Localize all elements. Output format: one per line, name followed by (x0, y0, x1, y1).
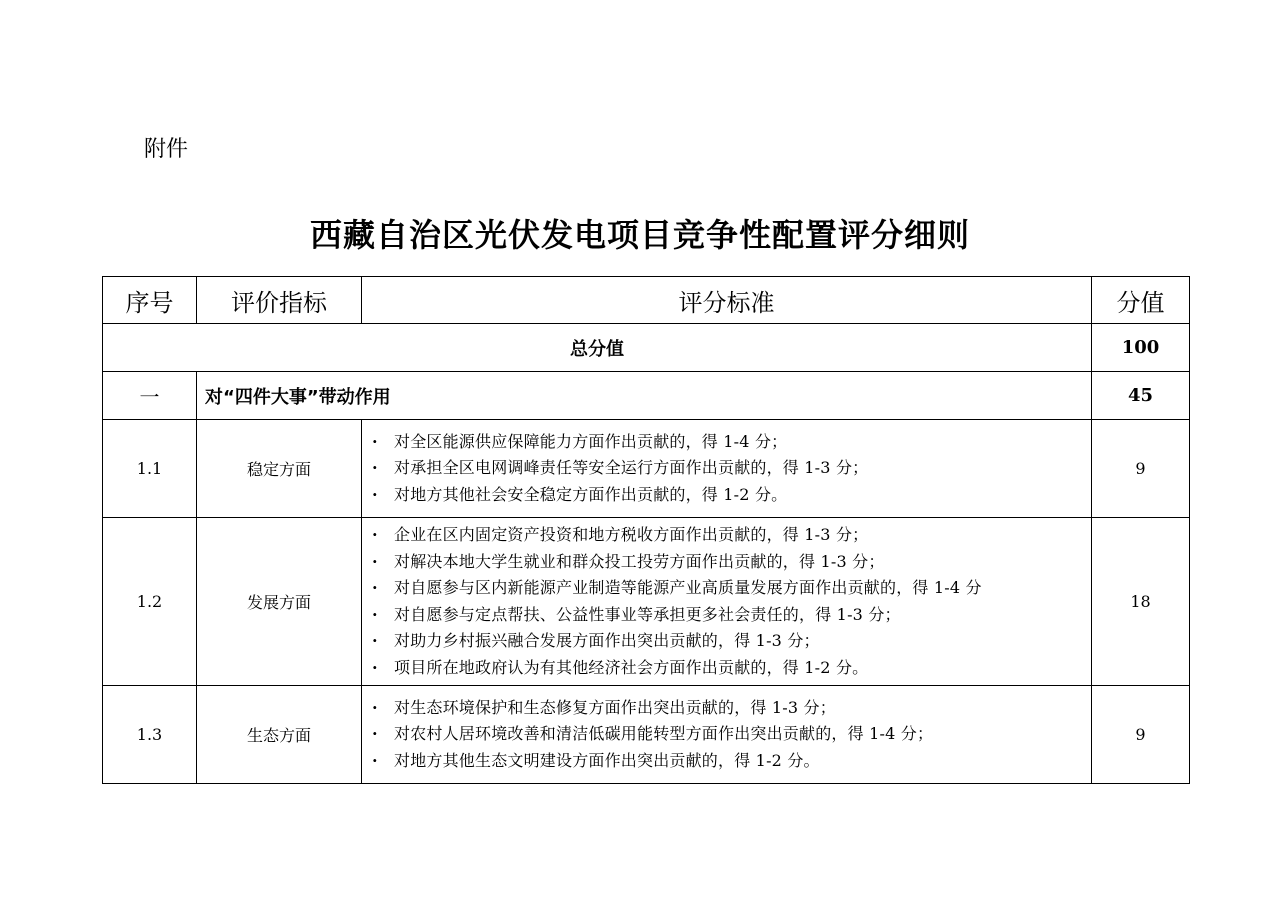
header-no: 序号 (103, 277, 197, 324)
row-criteria (362, 518, 1092, 686)
table-row (103, 686, 1190, 784)
criteria-item: · 对全区能源供应保障能力方面作出贡献的，得 1-4 分； (368, 429, 1091, 456)
criteria-item: · 对助力乡村振兴融合发展方面作出突出贡献的，得 1-3 分； (368, 628, 1091, 655)
section-row (103, 372, 1190, 420)
criteria-item: · 对地方其他生态文明建设方面作出突出贡献的，得 1-2 分。 (368, 748, 1091, 775)
row-criteria (362, 420, 1092, 518)
criteria-item: · 对生态环境保护和生态修复方面作出突出贡献的，得 1-3 分； (368, 695, 1091, 722)
criteria-item: · 对自愿参与定点帮扶、公益性事业等承担更多社会责任的，得 1-3 分； (368, 602, 1091, 629)
section-name: 对“四件大事”带动作用 (197, 372, 1092, 420)
total-row (103, 324, 1190, 372)
row-score: 18 (1092, 518, 1190, 686)
criteria-item: · 对农村人居环境改善和清洁低碳用能转型方面作出突出贡献的，得 1-4 分； (368, 721, 1091, 748)
total-label: 总分值 (103, 324, 1092, 372)
criteria-item: · 对解决本地大学生就业和群众投工投劳方面作出贡献的，得 1-3 分； (368, 549, 1091, 576)
row-indicator: 发展方面 (197, 518, 362, 686)
table-row (103, 420, 1190, 518)
table-header-row (103, 277, 1190, 324)
criteria-item: · 项目所在地政府认为有其他经济社会方面作出贡献的，得 1-2 分。 (368, 655, 1091, 682)
header-criteria: 评分标准 (362, 277, 1092, 324)
row-score: 9 (1092, 686, 1190, 784)
criteria-item: · 对地方其他社会安全稳定方面作出贡献的，得 1-2 分。 (368, 482, 1091, 509)
criteria-item: · 企业在区内固定资产投资和地方税收方面作出贡献的，得 1-3 分； (368, 522, 1091, 549)
scoring-table (102, 276, 1190, 784)
section-no: 一 (103, 372, 197, 420)
attachment-label: 附件 (144, 137, 189, 162)
criteria-item: · 对承担全区电网调峰责任等安全运行方面作出贡献的，得 1-3 分； (368, 455, 1091, 482)
header-indicator: 评价指标 (197, 277, 362, 324)
criteria-item: · 对自愿参与区内新能源产业制造等能源产业高质量发展方面作出贡献的，得 1-4 分 (368, 575, 1091, 602)
header-score: 分值 (1092, 277, 1190, 324)
row-score: 9 (1092, 420, 1190, 518)
row-no: 1.1 (103, 420, 197, 518)
document-title: 西藏自治区光伏发电项目竞争性配置评分细则 (309, 216, 970, 254)
row-criteria (362, 686, 1092, 784)
table-row (103, 518, 1190, 686)
row-no: 1.3 (103, 686, 197, 784)
row-no: 1.2 (103, 518, 197, 686)
row-indicator: 生态方面 (197, 686, 362, 784)
section-value: 45 (1092, 372, 1190, 420)
total-value: 100 (1092, 324, 1190, 372)
row-indicator: 稳定方面 (197, 420, 362, 518)
